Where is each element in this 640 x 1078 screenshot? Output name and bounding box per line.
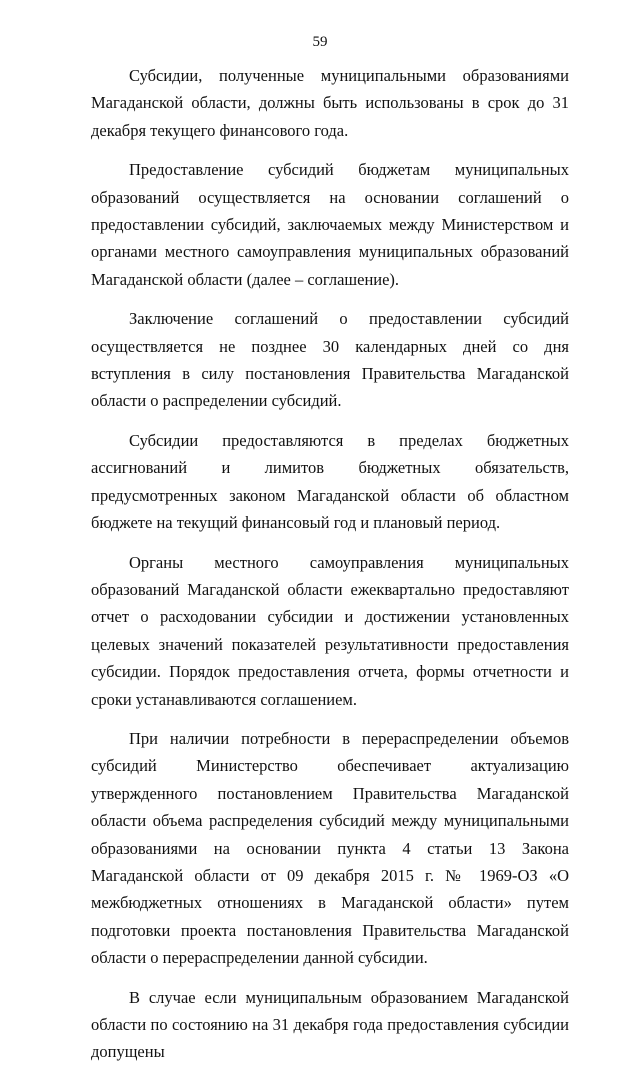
- paragraph: Субсидии, полученные муниципальными образованиями Магаданской области, должны быть использованы в срок до 31 декабря текущего финансового года.: [91, 66, 569, 140]
- paragraph: Органы местного самоуправления муниципальных образований Магаданской области ежеквартально предоставляют отчет о расходовании субсидии и достижении установленных целевых значений показателей результативности предоставления субсидии. Порядок предоставления отчета, формы отчетности и сроки устанавливаются соглашением.: [91, 552, 569, 709]
- paragraph: Субсидии предоставляются в пределах бюджетных ассигнований и лимитов бюджетных обязательств, предусмотренных законом Магаданской области об областном бюджете на текущий финансовый год и плановый период.: [91, 430, 569, 533]
- page-number: 59: [312, 34, 328, 50]
- paragraph: Предоставление субсидий бюджетам муниципальных образований осуществляется на основании соглашений о предоставлении субсидий, заключаемых между Министерством и органами местного самоуправления муниципальных образований Магаданской области (далее – соглашение).: [91, 160, 569, 289]
- paragraph: При наличии потребности в перераспределении объемов субсидий Министерство обеспечивает актуализацию утвержденного постановлением Правительства Магаданской области объема распределения субсидий между муниципальными образованиями на основании пункта 4 статьи 13 Закона Магаданской области от 09 декабря 2015 г. № 1969-ОЗ «О межбюджетных отношениях в Магаданской области» путем подготовки проекта постановления Правительства Магаданской области о перераспределении данной субсидии.: [91, 728, 569, 968]
- paragraph: В случае если муниципальным образованием Магаданской области по состоянию на 31 декабря года предоставления субсидии допущены: [91, 987, 569, 1062]
- document-body: [91, 62, 569, 1078]
- paragraph: Заключение соглашений о предоставлении субсидий осуществляется не позднее 30 календарных дней со дня вступления в силу постановления Правительства Магаданской области о распределении субсидий.: [91, 309, 569, 411]
